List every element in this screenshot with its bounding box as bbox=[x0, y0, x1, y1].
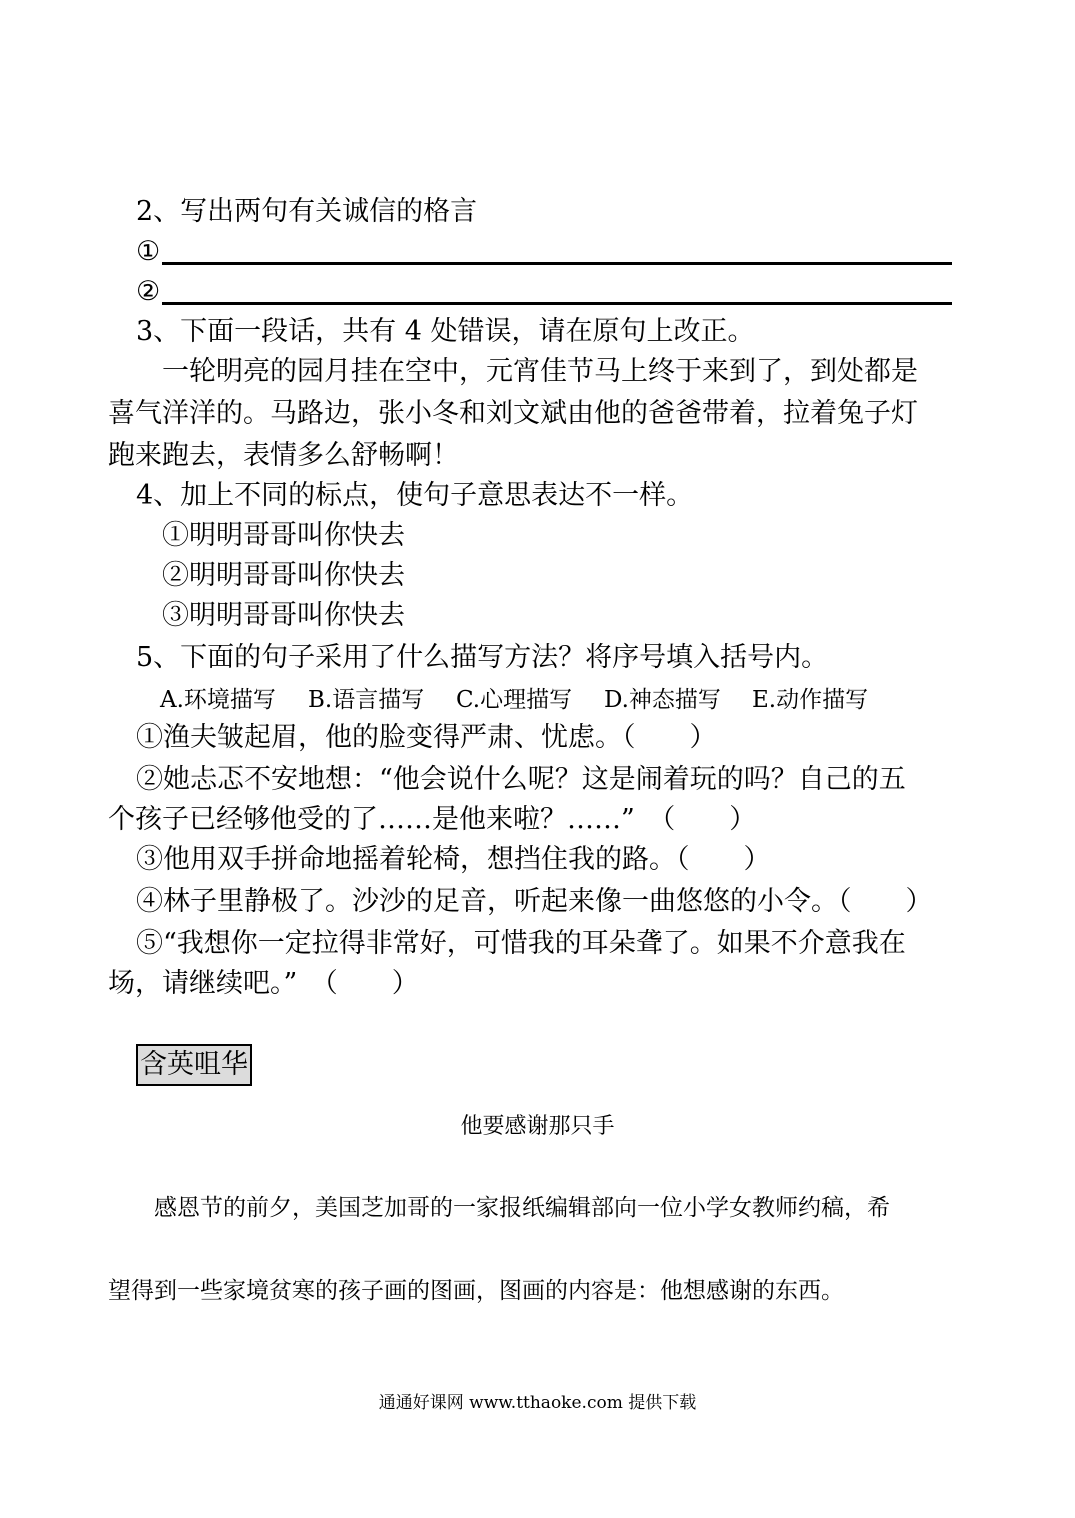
answer-blank-1-line bbox=[162, 262, 952, 265]
question-4-item: ②明明哥哥叫你快去 bbox=[162, 560, 405, 591]
page-footer: 通通好课网 www.tthaoke.com 提供下载 bbox=[378, 1393, 697, 1413]
question-3-title: 3、下面一段话，共有 4 处错误，请在原句上改正。 bbox=[136, 316, 755, 347]
section-label: 含英咀华 bbox=[136, 1044, 252, 1086]
answer-blank-1-marker: ① bbox=[136, 236, 161, 267]
answer-blank-2-marker: ② bbox=[136, 276, 161, 307]
question-5-item: ①渔夫皱起眉，他的脸变得严肃、忧虑。（ ） bbox=[136, 722, 717, 753]
question-5-title: 5、下面的句子采用了什么描写方法？将序号填入括号内。 bbox=[136, 642, 829, 673]
option-c: C.心理描写 bbox=[456, 687, 573, 713]
question-5-item: 场，请继续吧。” （ ） bbox=[108, 968, 419, 999]
option-d: D.神态描写 bbox=[604, 687, 721, 713]
question-5-item: ⑤“我想你一定拉得非常好，可惜我的耳朵聋了。如果不介意我在 bbox=[136, 928, 906, 959]
question-5-item: ③他用双手拼命地摇着轮椅，想挡住我的路。（ ） bbox=[136, 844, 771, 875]
story-title: 他要感谢那只手 bbox=[460, 1114, 615, 1139]
story-paragraph-line: 望得到一些家境贫寒的孩子画的图画，图画的内容是：他想感谢的东西。 bbox=[108, 1278, 844, 1304]
question-5-item: 个孩子已经够他受的了……是他来啦？……” （ ） bbox=[108, 804, 757, 835]
question-5-item: ④林子里静极了。沙沙的足音，听起来像一曲悠悠的小令。（ ） bbox=[136, 886, 933, 917]
option-a: A.环境描写 bbox=[160, 687, 276, 713]
question-5-item: ②她忐忑不安地想：“他会说什么呢？这是闹着玩的吗？自己的五 bbox=[136, 764, 906, 795]
question-3-paragraph-line: 一轮明亮的园月挂在空中，元宵佳节马上终于来到了，到处都是 bbox=[162, 356, 918, 387]
question-4-item: ③明明哥哥叫你快去 bbox=[162, 600, 405, 631]
question-3-paragraph-line: 跑来跑去，表情多么舒畅啊！ bbox=[108, 440, 459, 471]
answer-blank-2-line bbox=[162, 302, 952, 305]
question-2-title: 2、写出两句有关诚信的格言 bbox=[136, 196, 478, 227]
question-5-options bbox=[160, 684, 868, 716]
story-paragraph-line: 感恩节的前夕，美国芝加哥的一家报纸编辑部向一位小学女教师约稿，希 bbox=[154, 1195, 890, 1221]
option-e: E.动作描写 bbox=[752, 687, 869, 713]
question-3-paragraph-line: 喜气洋洋的。马路边，张小冬和刘文斌由他的爸爸带着，拉着兔子灯 bbox=[108, 398, 918, 429]
question-4-title: 4、加上不同的标点，使句子意思表达不一样。 bbox=[136, 480, 694, 511]
option-b: B.语言描写 bbox=[308, 687, 425, 713]
question-4-item: ①明明哥哥叫你快去 bbox=[162, 520, 405, 551]
